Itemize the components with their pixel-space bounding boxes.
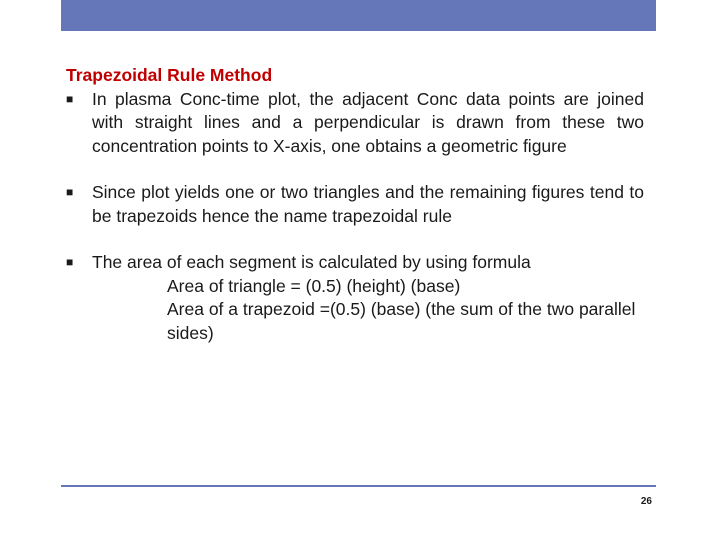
slide-content <box>66 64 644 345</box>
bullet-text: Since plot yields one or two triangles and the remaining figures tend to be trapezoids hence the name trapezoidal rule <box>92 182 644 226</box>
bullet-text: In plasma Conc-time plot, the adjacent Conc data points are joined with straight lines and a perpendicular is drawn from these two concentration points to X-axis, one obtains a geometric figure <box>92 88 644 156</box>
header-accent-bar <box>61 0 656 31</box>
bullet-item <box>66 181 644 228</box>
bullet-body <box>92 251 644 345</box>
formula-trapezoid: Area of a trapezoid =(0.5) (base) (the sum of the two parallel sides) <box>167 299 636 343</box>
square-bullet-icon: ■ <box>66 91 74 106</box>
bullet-item <box>66 88 644 159</box>
square-bullet-icon: ■ <box>66 255 74 269</box>
square-bullet-icon: ■ <box>66 185 74 199</box>
formula-triangle: Area of triangle = (0.5) (height) (base) <box>167 275 461 296</box>
bullet-item <box>66 251 644 345</box>
slide-title: Trapezoidal Rule Method <box>66 65 273 85</box>
bullet-text: The area of each segment is calculated by using formula <box>92 252 531 272</box>
footer-divider <box>61 485 656 487</box>
page-number: 26 <box>640 496 652 507</box>
